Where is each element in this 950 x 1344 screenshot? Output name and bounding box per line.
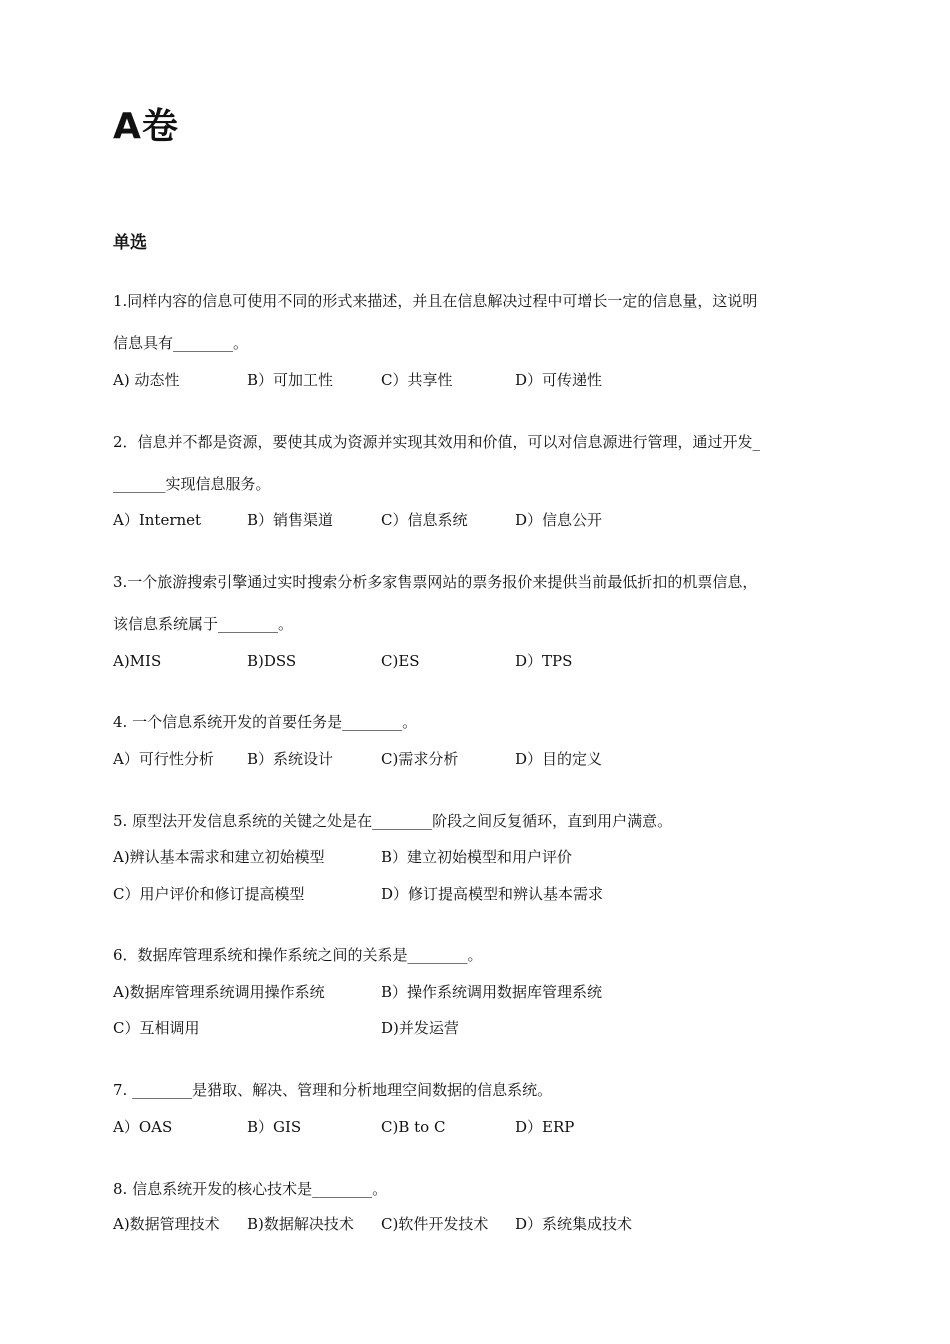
question-8-option-c: C)软件开发技术 — [381, 1215, 489, 1233]
question-1-option-a: A) 动态性 — [113, 371, 180, 389]
section-heading: 单选 — [113, 233, 147, 253]
question-6-option-c: C）互相调用 — [113, 1019, 200, 1037]
question-3-option-d: D）TPS — [515, 652, 573, 670]
question-5-option-c: C）用户评价和修订提高模型 — [113, 885, 305, 903]
question-7-option-b: B）GIS — [247, 1118, 302, 1136]
question-3-option-b: B)DSS — [247, 652, 297, 670]
question-7-text-line-1: 7. ________是猎取、解决、管理和分析地理空间数据的信息系统。 — [113, 1081, 553, 1099]
question-3-option-a: A)MIS — [113, 652, 162, 670]
question-6-option-a: A)数据库管理系统调用操作系统 — [113, 983, 325, 1001]
question-6-option-b: B）操作系统调用数据库管理系统 — [381, 983, 603, 1001]
question-5-option-b: B）建立初始模型和用户评价 — [381, 848, 573, 866]
question-3-option-c: C)ES — [381, 652, 420, 670]
question-4-text-line-1: 4. 一个信息系统开发的首要任务是________。 — [113, 713, 418, 731]
question-8-option-d: D）系统集成技术 — [515, 1215, 633, 1233]
question-4-option-a: A）可行性分析 — [113, 750, 214, 768]
question-3-text-line-1: 3.一个旅游搜索引擎通过实时搜索分析多家售票网站的票务报价来提供当前最低折扣的机票信息， — [113, 573, 758, 591]
question-8-option-b: B)数据解决技术 — [247, 1215, 354, 1233]
page-title: A卷 — [113, 106, 179, 147]
question-6-text-line-1: 6．数据库管理系统和操作系统之间的关系是________。 — [113, 946, 483, 964]
question-5-option-d: D）修订提高模型和辨认基本需求 — [381, 885, 604, 903]
question-2-text-line-1: 2．信息并不都是资源，要使其成为资源并实现其效用和价值，可以对信息源进行管理，通过开发_ — [113, 433, 761, 451]
question-1-option-b: B）可加工性 — [247, 371, 334, 389]
question-2-option-b: B）销售渠道 — [247, 511, 334, 529]
question-5-option-a: A)辨认基本需求和建立初始模型 — [113, 848, 325, 866]
question-1-text-line-2: 信息具有________。 — [113, 334, 249, 352]
question-6-option-d: D)并发运营 — [381, 1019, 459, 1037]
question-7-option-c: C)B to C — [381, 1118, 446, 1136]
question-8-text-line-1: 8. 信息系统开发的核心技术是________。 — [113, 1180, 388, 1198]
question-2-option-c: C）信息系统 — [381, 511, 468, 529]
question-2-text-line-2: _______实现信息服务。 — [113, 475, 271, 493]
question-8-option-a: A)数据管理技术 — [113, 1215, 220, 1233]
question-7-option-a: A）OAS — [113, 1118, 173, 1136]
question-3-text-line-2: 该信息系统属于________。 — [113, 615, 294, 633]
question-2-option-a: A）Internet — [113, 511, 202, 529]
question-7-option-d: D）ERP — [515, 1118, 575, 1136]
question-4-option-b: B）系统设计 — [247, 750, 334, 768]
question-1-text-line-1: 1.同样内容的信息可使用不同的形式来描述，并且在信息解决过程中可增长一定的信息量，这说明 — [113, 292, 758, 310]
question-2-option-d: D）信息公开 — [515, 511, 603, 529]
question-4-option-d: D）目的定义 — [515, 750, 603, 768]
question-4-option-c: C)需求分析 — [381, 750, 459, 768]
question-5-text-line-1: 5. 原型法开发信息系统的关键之处是在________阶段之间反复循环，直到用户满意。 — [113, 812, 673, 830]
question-1-option-c: C）共享性 — [381, 371, 453, 389]
question-1-option-d: D）可传递性 — [515, 371, 603, 389]
